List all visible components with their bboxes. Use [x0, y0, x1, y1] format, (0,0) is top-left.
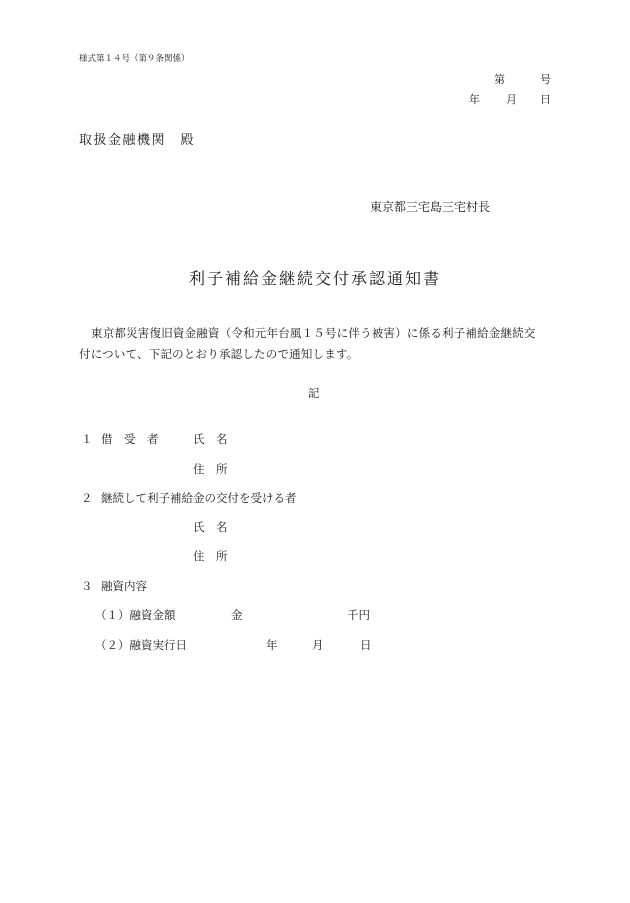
body-text-line-2: 付について、下記のとおり承認したので通知します。	[79, 347, 359, 361]
document-number-prefix: 第	[494, 73, 505, 86]
document-number-suffix: 号	[540, 73, 551, 86]
body-text-line-1: 東京都災害復旧資金融資（令和元年台風１５号に伴う被害）に係る利子補給金継続交	[91, 326, 536, 340]
item-2-number: ２	[81, 491, 93, 505]
item-2-label: 継続して利子補給金の交付を受ける者	[101, 491, 297, 505]
form-number: 様式第１４号（第９条関係）	[79, 54, 190, 64]
item-2-name-label: 氏 名	[193, 520, 228, 534]
item-2-address-label: 住 所	[193, 549, 228, 563]
recipient: 取扱金融機関 殿	[79, 133, 196, 148]
loan-amount-label: （１）融資金額	[95, 608, 176, 622]
loan-amount-unit: 千円	[347, 608, 370, 622]
item-3-label: 融資内容	[101, 579, 147, 593]
document-title: 利子補給金継続交付承認通知書	[188, 269, 441, 288]
ki-heading: 記	[308, 386, 320, 400]
item-1-name-label: 氏 名	[193, 432, 228, 446]
item-1-label: 借 受 者	[101, 432, 159, 446]
item-1-number: １	[81, 432, 93, 446]
date-day: 日	[540, 93, 551, 106]
loan-date-year: 年	[266, 638, 278, 652]
loan-date-label: （２）融資実行日	[95, 638, 187, 652]
loan-date-month: 月	[312, 638, 324, 652]
issuer: 東京都三宅島三宅村長	[370, 200, 491, 214]
date-year: 年	[469, 93, 480, 106]
date-month: 月	[506, 93, 517, 106]
item-3-number: ３	[81, 579, 93, 593]
item-1-address-label: 住 所	[193, 462, 228, 476]
loan-amount-kin: 金	[231, 608, 243, 622]
loan-date-day: 日	[360, 638, 372, 652]
